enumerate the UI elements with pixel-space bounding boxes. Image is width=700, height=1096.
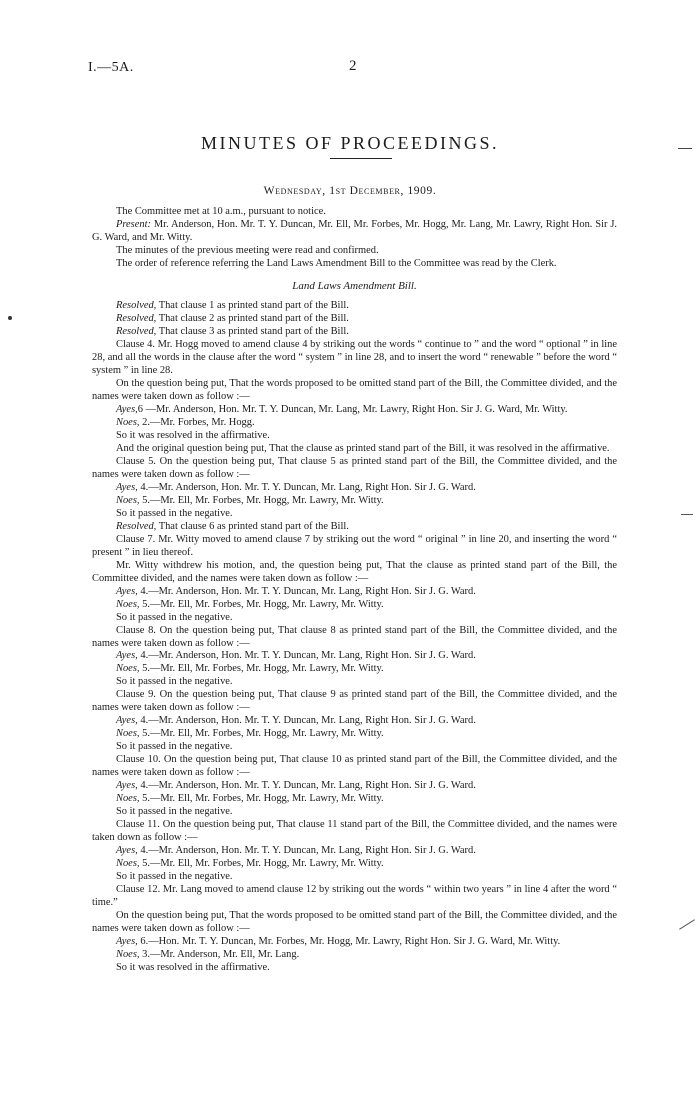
paragraph: Noes, 2.—Mr. Forbes, Mr. Hogg. xyxy=(116,416,255,428)
paragraph: Clause 12. Mr. Lang moved to amend clause 12 by striking out the words “ within two years ” in line 4 after the word “ time.” xyxy=(92,884,617,909)
paragraph: Mr. Witty withdrew his motion, and, the question being put, That the clause as printed stand part of the Bill, the Committee divided, and the names were taken down as follow :— xyxy=(92,559,617,584)
paragraph: Resolved, That clause 2 as printed stand part of the Bill. xyxy=(116,312,349,324)
paragraph: Resolved, That clause 1 as printed stand part of the Bill. xyxy=(116,299,349,311)
margin-mark xyxy=(678,148,692,149)
paragraph: Noes, 5.—Mr. Ell, Mr. Forbes, Mr. Hogg, Mr. Lawry, Mr. Witty. xyxy=(116,793,384,805)
paragraph: Clause 4. Mr. Hogg moved to amend clause 4 by striking out the words “ continue to ” and the word “ optional ” in line 28, and all the words in the clause after the word “ system ” in line 28, and to insert the word “ renewable ” before the word “ system ” in line 28. xyxy=(92,338,617,376)
paragraph: Clause 7. Mr. Witty moved to amend clause 7 by striking out the word “ original ” in line 20, and inserting the word “ present ” in lieu thereof. xyxy=(92,533,617,558)
paragraph: Ayes, 4.—Mr. Anderson, Hon. Mr. T. Y. Duncan, Mr. Lang, Right Hon. Sir J. G. Ward. xyxy=(116,845,476,857)
page-number: 2 xyxy=(349,58,357,74)
paragraph: On the question being put, That the words proposed to be omitted stand part of the Bill, the Committee divided, and the names were taken down as follow :— xyxy=(92,377,617,402)
paragraph: So it passed in the negative. xyxy=(116,806,233,818)
paragraph: So it passed in the negative. xyxy=(116,741,233,753)
paragraph: Resolved, That clause 3 as printed stand part of the Bill. xyxy=(116,325,349,337)
section-subheading: Land Laws Amendment Bill. xyxy=(292,279,417,292)
paragraph: Noes, 5.—Mr. Ell, Mr. Forbes, Mr. Hogg, Mr. Lawry, Mr. Witty. xyxy=(116,598,384,610)
title-rule xyxy=(330,158,392,159)
minutes-body xyxy=(92,206,617,975)
paragraph: Ayes, 4.—Mr. Anderson, Hon. Mr. T. Y. Duncan, Mr. Lang, Right Hon. Sir J. G. Ward. xyxy=(116,715,476,727)
paragraph: Ayes, 4.—Mr. Anderson, Hon. Mr. T. Y. Duncan, Mr. Lang, Right Hon. Sir J. G. Ward. xyxy=(116,481,476,493)
paragraph: Noes, 5.—Mr. Ell, Mr. Forbes, Mr. Hogg, Mr. Lawry, Mr. Witty. xyxy=(116,728,384,740)
paragraph: Ayes, 4.—Mr. Anderson, Hon. Mr. T. Y. Duncan, Mr. Lang, Right Hon. Sir J. G. Ward. xyxy=(116,650,476,662)
paragraph: And the original question being put, That the clause as printed stand part of the Bill, it was resolved in the affirmative. xyxy=(116,442,610,454)
paragraph: The order of reference referring the Land Laws Amendment Bill to the Committee was read by the Clerk. xyxy=(116,257,557,269)
paragraph: Clause 5. On the question being put, That clause 5 as printed stand part of the Bill, the Committee divided, and the names were taken down as follow :— xyxy=(92,455,617,480)
paragraph: So it passed in the negative. xyxy=(116,871,233,883)
paragraph: Noes, 5.—Mr. Ell, Mr. Forbes, Mr. Hogg, Mr. Lawry, Mr. Witty. xyxy=(116,494,384,506)
paragraph: So it passed in the negative. xyxy=(116,676,233,688)
paragraph: Clause 8. On the question being put, That clause 8 as printed stand part of the Bill, the Committee divided, and the names were taken down as follow :— xyxy=(92,624,617,649)
paragraph: Clause 9. On the question being put, That clause 9 as printed stand part of the Bill, the Committee divided, and the names were taken down as follow :— xyxy=(92,689,617,714)
document-reference: I.—5A. xyxy=(88,60,134,75)
paragraph: So it passed in the negative. xyxy=(116,611,233,623)
paragraph: Present: Mr. Anderson, Hon. Mr. T. Y. Duncan, Mr. Ell, Mr. Forbes, Mr. Hogg, Mr. Lang, Mr. Lawry, Right Hon. Sir J. G. Ward, and Mr. Witty. xyxy=(92,218,617,243)
paragraph: Ayes, 4.—Mr. Anderson, Hon. Mr. T. Y. Duncan, Mr. Lang, Right Hon. Sir J. G. Ward. xyxy=(116,585,476,597)
margin-mark xyxy=(681,514,693,515)
paragraph: Noes, 3.—Mr. Anderson, Mr. Ell, Mr. Lang. xyxy=(116,949,300,961)
paragraph: Resolved, That clause 6 as printed stand part of the Bill. xyxy=(116,520,349,532)
margin-mark xyxy=(679,919,695,929)
meeting-date: Wednesday, 1st December, 1909. xyxy=(263,185,437,197)
paragraph: Clause 11. On the question being put, That clause 11 stand part of the Bill, the Committee divided, and the names were taken down as follow :— xyxy=(92,819,617,844)
paragraph: The Committee met at 10 a.m., pursuant to notice. xyxy=(116,206,326,217)
paragraph: Ayes,6 —Mr. Anderson, Hon. Mr. T. Y. Duncan, Mr. Lang, Mr. Lawry, Right Hon. Sir J. G. Ward, Mr. Witty. xyxy=(116,403,568,415)
paragraph: So it passed in the negative. xyxy=(116,507,233,519)
paragraph: On the question being put, That the words proposed to be omitted stand part of the Bill, the Committee divided, and the names were taken down as follow :— xyxy=(92,910,617,935)
page-title: MINUTES OF PROCEEDINGS. xyxy=(200,133,500,153)
paragraph: Ayes, 6.—Hon. Mr. T. Y. Duncan, Mr. Forbes, Mr. Hogg, Mr. Lawry, Right Hon. Sir J. G. Ward, Mr. Witty. xyxy=(116,936,561,948)
paragraph: Noes, 5.—Mr. Ell, Mr. Forbes, Mr. Hogg, Mr. Lawry, Mr. Witty. xyxy=(116,858,384,870)
margin-dot xyxy=(8,316,12,320)
paragraph: Clause 10. On the question being put, That clause 10 as printed stand part of the Bill, the Committee divided, and the names were taken down as follow :— xyxy=(92,754,617,779)
paragraph: So it was resolved in the affirmative. xyxy=(116,429,270,441)
paragraph: Ayes, 4.—Mr. Anderson, Hon. Mr. T. Y. Duncan, Mr. Lang, Right Hon. Sir J. G. Ward. xyxy=(116,780,476,792)
paragraph: The minutes of the previous meeting were read and confirmed. xyxy=(116,244,379,256)
paragraph: So it was resolved in the affirmative. xyxy=(116,962,270,974)
paragraph: Noes, 5.—Mr. Ell, Mr. Forbes, Mr. Hogg, Mr. Lawry, Mr. Witty. xyxy=(116,663,384,675)
